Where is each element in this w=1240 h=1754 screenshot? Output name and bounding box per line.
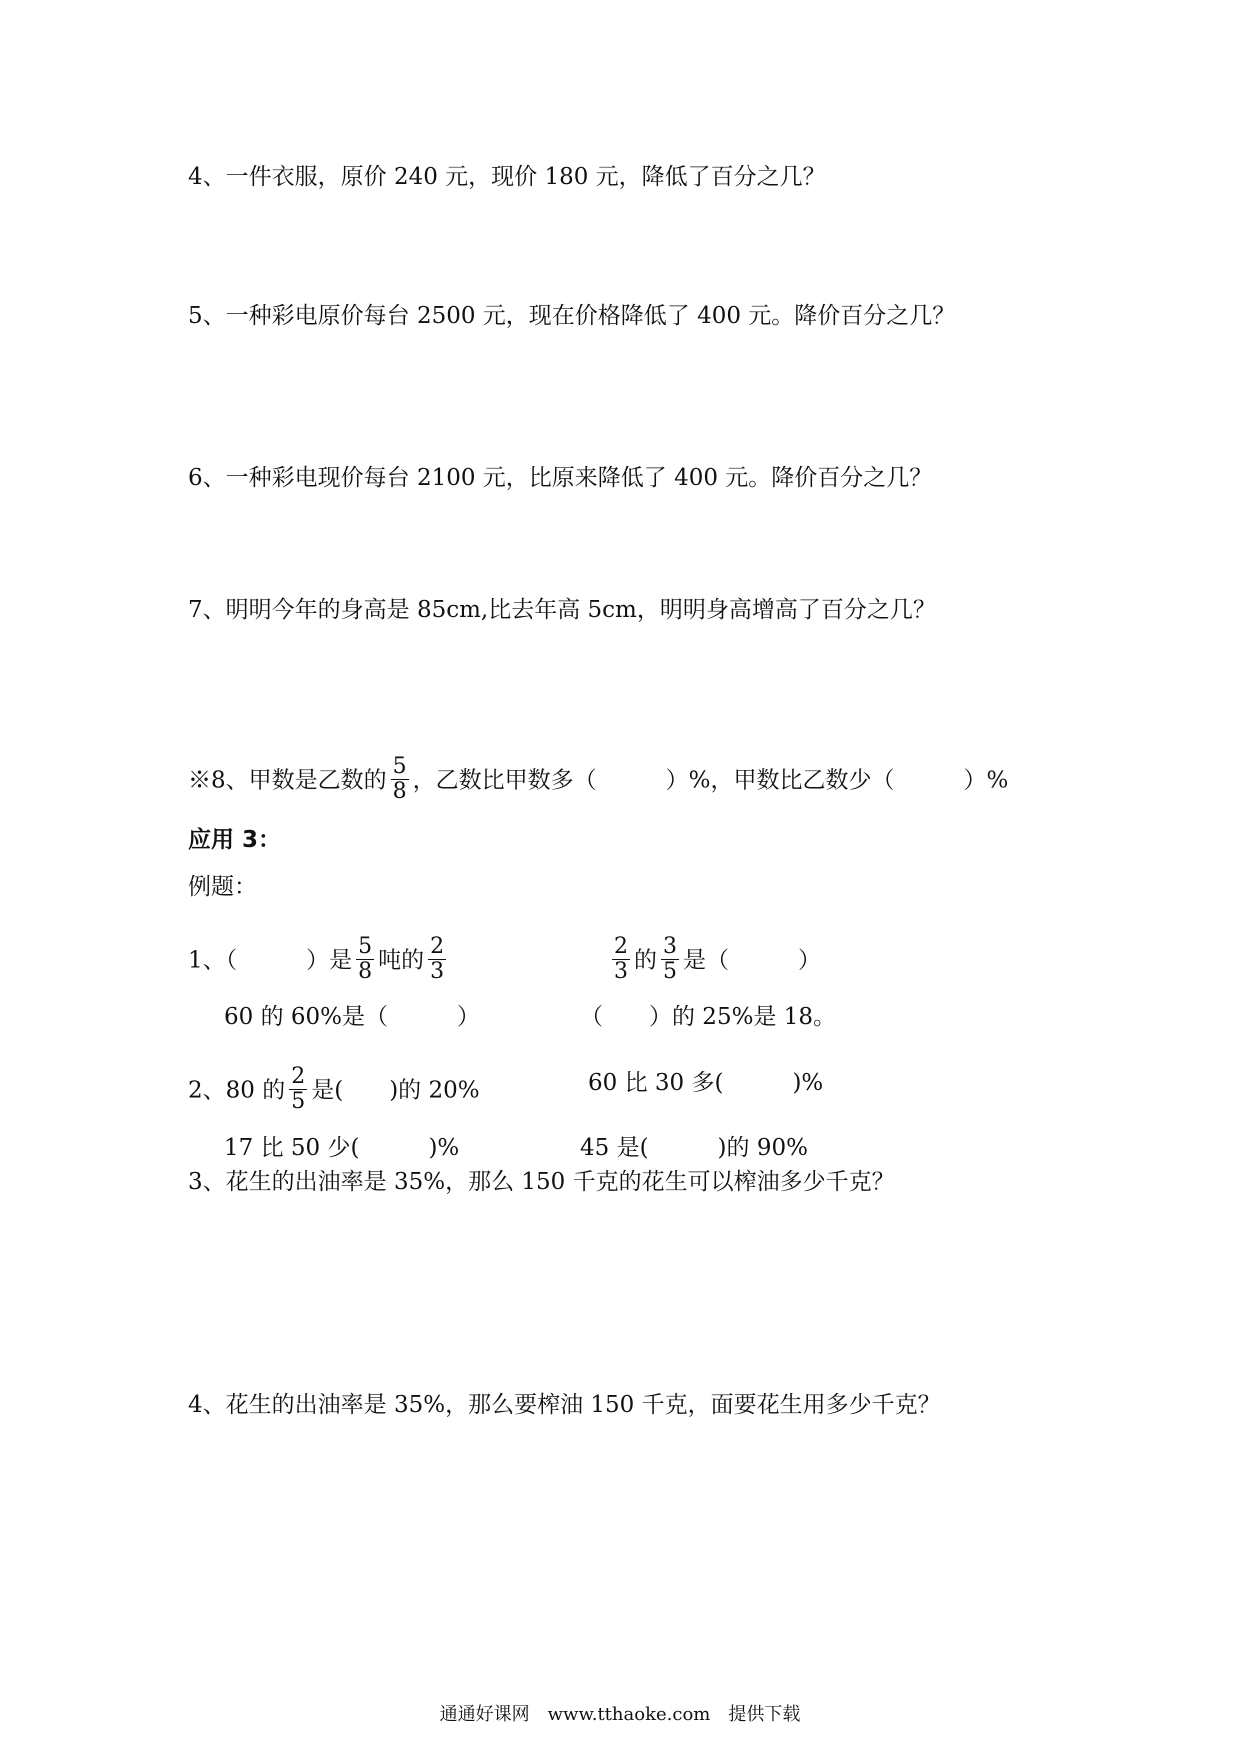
example-1-left-mid: 吨的 — [378, 947, 425, 974]
example-2-row2-left: 17 比 50 少( )% — [224, 1135, 460, 1161]
question-5: 5、一种彩电原价每台 2500 元，现在价格降低了 400 元。降价百分之几？ — [188, 303, 956, 329]
section-title: 应用 3： — [188, 827, 282, 853]
example-2-left-prefix: 2、80 的 — [188, 1077, 286, 1104]
fraction-denominator: 8 — [392, 779, 407, 804]
question-8-suffix: ，乙数比甲数多（ ）%，甲数比乙数少（ ）% — [412, 767, 1009, 794]
example-1-right — [608, 934, 821, 986]
fraction-numerator: 2 — [430, 934, 445, 959]
example-label: 例题： — [188, 874, 257, 900]
example-3: 3、花生的出油率是 35%，那么 150 千克的花生可以榨油多少千克？ — [188, 1169, 895, 1195]
fraction-denominator: 5 — [663, 959, 677, 984]
fraction — [289, 1065, 307, 1114]
fraction-numerator: 2 — [614, 934, 628, 959]
fraction — [428, 935, 446, 984]
fraction-denominator: 5 — [291, 1089, 306, 1114]
example-4: 4、花生的出油率是 35%，那么要榨油 150 千克，面要花生用多少千克？ — [188, 1392, 941, 1418]
fraction — [661, 935, 679, 984]
example-1-row2-right: （ ）的 25%是 18。 — [580, 1004, 837, 1030]
question-7: 7、明明今年的身高是 85cm,比去年高 5cm，明明身高增高了百分之几？ — [188, 597, 936, 623]
example-1-row2-left: 60 的 60%是（ ） — [224, 1004, 481, 1030]
example-2-row2-right: 45 是( )的 90% — [580, 1135, 808, 1161]
fraction-numerator: 5 — [358, 934, 373, 959]
question-8 — [188, 754, 1009, 806]
question-6: 6、一种彩电现价每台 2100 元，比原来降低了 400 元。降价百分之几？ — [188, 465, 933, 491]
example-1-left-prefix: 1、（ ）是 — [188, 947, 353, 974]
fraction — [391, 755, 409, 804]
fraction-denominator: 3 — [614, 959, 628, 984]
fraction — [612, 935, 630, 984]
example-2-left — [188, 1064, 480, 1116]
example-1-left — [188, 934, 450, 986]
question-4: 4、一件衣服，原价 240 元，现价 180 元，降低了百分之几？ — [188, 164, 826, 190]
fraction — [356, 935, 374, 984]
fraction-numerator: 5 — [392, 754, 407, 779]
example-1-right-suffix: 是（ ） — [683, 947, 821, 974]
footer: 通通好课网 www.tthaoke.com 提供下载 — [439, 1704, 801, 1725]
fraction-numerator: 2 — [291, 1064, 306, 1089]
fraction-denominator: 3 — [430, 959, 445, 984]
fraction-denominator: 8 — [358, 959, 373, 984]
fraction-numerator: 3 — [663, 934, 677, 959]
example-2-right: 60 比 30 多( )% — [588, 1070, 824, 1096]
question-8-prefix: ※8、甲数是乙数的 — [188, 767, 387, 794]
example-1-right-mid: 的 — [634, 947, 657, 974]
example-2-left-suffix: 是( )的 20% — [311, 1077, 480, 1104]
